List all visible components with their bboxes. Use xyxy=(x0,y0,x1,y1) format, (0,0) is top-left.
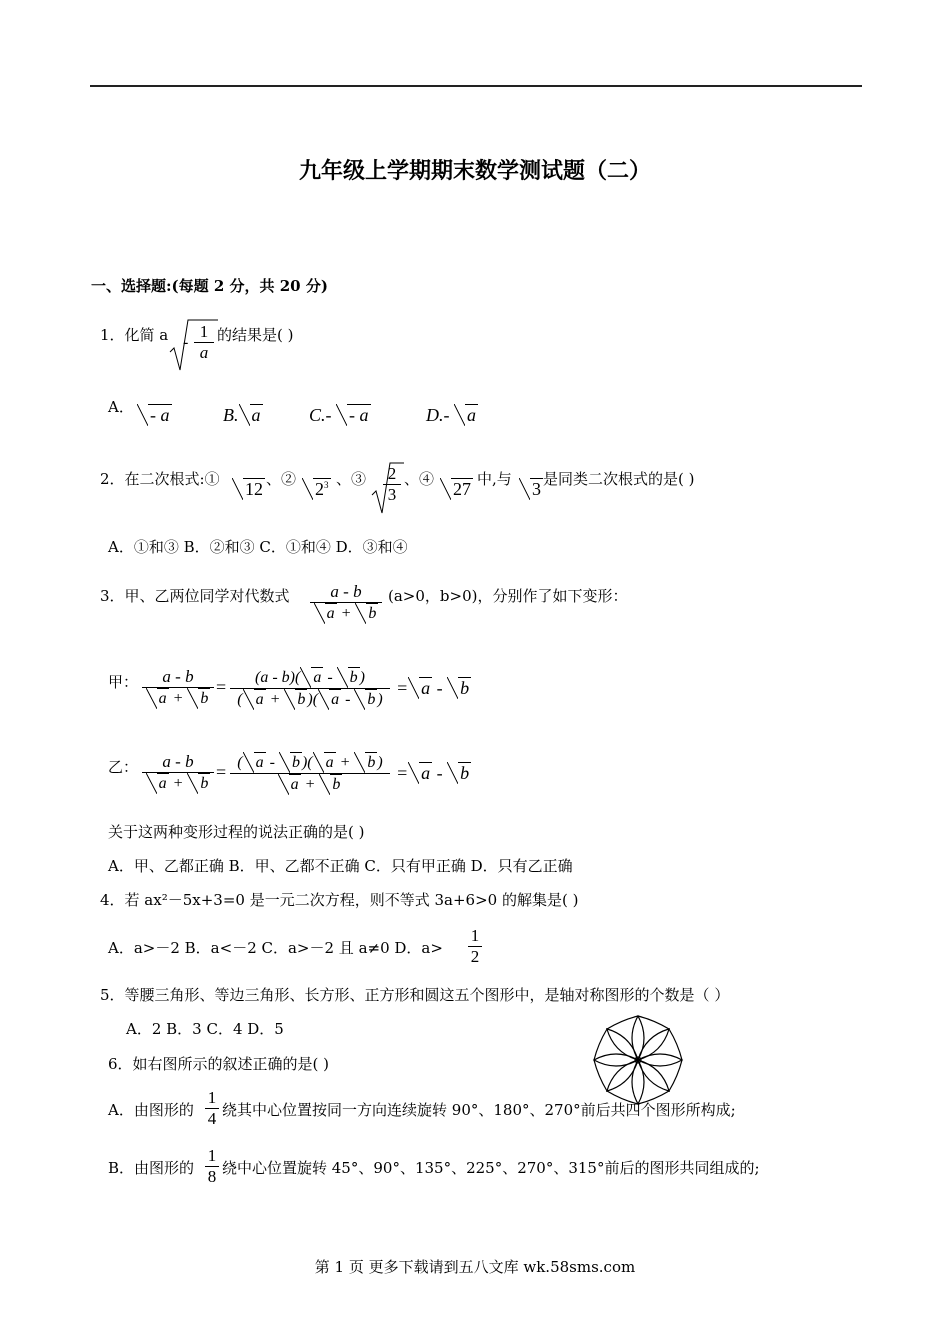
q2-r2-exp: 3 xyxy=(324,480,329,490)
q2-prefix: 2．在二次根式:① xyxy=(100,470,220,488)
q3-jia-mid-num: (a - b)( xyxy=(255,669,301,686)
q3-yi-rhs-a: a xyxy=(421,763,431,783)
q2-radical-27 xyxy=(440,478,473,500)
q3-jia-mid-b3: b xyxy=(367,691,376,708)
q6-option-a-post: 绕其中心位置按同一方向连续旋转 90°、180°、270°前后共四个图形所构成; xyxy=(222,1101,736,1119)
top-rule xyxy=(90,85,862,87)
q6-option-b-fraction xyxy=(205,1146,219,1187)
q5-text: 5．等腰三角形、等边三角形、长方形、正方形和圆这五个图形中，是轴对称图形的个数是（ ） xyxy=(100,986,730,1004)
q3-expr-den-a: a xyxy=(326,605,335,622)
q4-text: 4．若 ax²－5x+3=0 是一元二次方程，则不等式 3a+6>0 的解集是( ) xyxy=(100,891,579,909)
q1-suffix: 的结果是( ) xyxy=(217,326,294,344)
q4-frac-num: 1 xyxy=(470,926,480,945)
page-footer: 第 1 页 更多下载请到五八文库 wk.58sms.com xyxy=(314,1258,636,1276)
q1-option-c[interactable] xyxy=(309,404,371,426)
q2-r3-den: 3 xyxy=(387,485,397,504)
q2-sep-4: 、④ xyxy=(404,470,435,488)
q1-frac-num: 1 xyxy=(199,322,209,341)
q1-option-b[interactable] xyxy=(223,404,263,426)
q6-option-a-pre[interactable]: A．由图形的 xyxy=(108,1101,194,1119)
q3-jia-lhs-den-a: a xyxy=(158,690,167,707)
q1-prefix: 1．化简 a xyxy=(100,326,169,344)
q2-r3-num: 2 xyxy=(387,464,397,483)
q6-option-a-fraction xyxy=(205,1088,219,1129)
q3-yi-mid-a3: a xyxy=(290,776,299,793)
q6-b-num: 1 xyxy=(207,1146,217,1165)
q1-minus: - xyxy=(183,334,189,351)
q3-jia-eq: = xyxy=(216,677,227,697)
page-title: 九年级上学期期末数学测试题（二） xyxy=(298,159,651,184)
q2-suffix: 是同类二次根式的是( ) xyxy=(543,470,695,488)
q3-jia-mid-b2: b xyxy=(297,691,306,708)
q3-yi-rhs-b: b xyxy=(460,763,470,783)
q3-yi-label: 乙： xyxy=(108,758,139,776)
q1-fraction xyxy=(194,322,214,363)
q3-yi-rhs-eq: = xyxy=(396,763,409,783)
q3-yi-mid-b3: b xyxy=(332,776,341,793)
q1-option-d[interactable] xyxy=(426,404,478,426)
q2-radicand-3: 3 xyxy=(532,479,541,499)
q1-option-c-label: C.- xyxy=(309,405,332,425)
q3-expr-plus: + xyxy=(340,605,352,622)
q2-options[interactable]: A．①和③ B．②和③ C．①和④ D．③和④ xyxy=(108,538,408,556)
q3-expr-den-b: b xyxy=(368,605,377,622)
q3-jia-rhs-b: b xyxy=(460,678,470,698)
q3-jia-mid-den-open: ( xyxy=(237,691,243,708)
q2-radical-3 xyxy=(519,478,543,500)
q3-expr-num: a - b xyxy=(330,582,362,601)
q1-option-d-radicand: a xyxy=(467,405,476,425)
q3-yi-lhs-den-plus: + xyxy=(172,775,184,792)
q2-radical-12 xyxy=(232,478,265,500)
q3-yi-eq: = xyxy=(216,762,227,782)
q3-jia-lhs-den-b: b xyxy=(200,690,209,707)
q1-option-a-label: A． xyxy=(108,398,134,416)
q2-radicand-27: 27 xyxy=(453,479,471,499)
q3-jia-rhs-minus: - xyxy=(436,678,443,698)
q6-a-den: 4 xyxy=(207,1109,217,1128)
q3-jia-mid: (a - b)( a - b ) ( a + b )( a - b ) xyxy=(230,667,390,710)
q3-yi-lhs-den-b: b xyxy=(200,775,209,792)
q1-option-a[interactable] xyxy=(137,404,172,426)
q3-jia-rhs xyxy=(396,677,471,699)
q1-option-b-radicand: a xyxy=(251,405,261,425)
q2-radicand-12: 12 xyxy=(245,479,263,499)
q3-yi-mid-a2: a xyxy=(325,754,334,771)
q3-yi-mid-plus2: + xyxy=(304,776,316,793)
q3-yi-mid-a1: a xyxy=(255,754,264,771)
q3-options[interactable]: A．甲、乙都正确 B．甲、乙都不正确 C．只有甲正确 D．只有乙正确 xyxy=(108,857,573,875)
q1-option-b-label: B. xyxy=(223,405,239,425)
q3-yi-rhs-minus: - xyxy=(436,763,443,783)
q3-condition: (a>0，b>0)，分别作了如下变形： xyxy=(388,587,628,605)
q1-option-c-radicand: - a xyxy=(349,405,369,425)
q3-jia-mid-plus: + xyxy=(269,691,281,708)
q3-jia-mid-b1: b xyxy=(349,669,358,686)
q3-yi-lhs-num: a - b xyxy=(162,752,194,771)
q3-yi-mid-minus: - xyxy=(269,754,275,771)
q3-jia-lhs-den-plus: + xyxy=(172,690,184,707)
q3-yi-mid-b1: b xyxy=(291,754,300,771)
q1-frac-den: a xyxy=(199,343,209,362)
q3-yi-mid-plus1: + xyxy=(339,754,351,771)
q4-frac-den: 2 xyxy=(470,947,480,966)
q6-option-b-pre[interactable]: B．由图形的 xyxy=(108,1159,195,1177)
q4-options[interactable]: A．a>－2 B．a<－2 C．a>－2 且 a≠0 D．a> xyxy=(108,939,443,957)
q1-option-d-label: D.- xyxy=(426,405,450,425)
q4-fraction-half xyxy=(468,926,482,967)
rotation-figure xyxy=(590,1012,686,1108)
q3-jia-lhs xyxy=(142,667,214,709)
q3-jia-mid-a2: a xyxy=(255,691,264,708)
q5-options[interactable]: A．2 B．3 C．4 D．5 xyxy=(126,1020,284,1038)
q3-jia-mid-a3: a xyxy=(331,691,340,708)
q3-expression xyxy=(310,582,382,624)
q3-yi-mid-b2: b xyxy=(367,754,376,771)
q3-jia-mid-minus1: - xyxy=(327,669,333,686)
q3-jia-label: 甲： xyxy=(108,673,139,691)
q3-jia-rhs-eq: = xyxy=(396,678,409,698)
q1-option-a-radicand: - a xyxy=(150,405,170,425)
q6-text: 6．如右图所示的叙述正确的是( ) xyxy=(108,1055,330,1073)
q3-jia-mid-a1: a xyxy=(313,669,322,686)
q2-radical-2-cubed xyxy=(302,478,331,500)
q3-question: 关于这两种变形过程的说法正确的是( ) xyxy=(108,823,365,841)
q3-yi-rhs xyxy=(396,762,471,784)
q3-prefix: 3．甲、乙两位同学对代数式 xyxy=(100,587,290,605)
q3-jia-lhs-num: a - b xyxy=(162,667,194,686)
section-heading: 一、选择题:(每题 2 分，共 20 分) xyxy=(91,277,328,295)
q6-b-den: 8 xyxy=(207,1167,217,1186)
q3-jia-rhs-a: a xyxy=(421,678,431,698)
q2-fraction-2-3 xyxy=(383,464,401,505)
q2-sep-3: 、③ xyxy=(336,470,367,488)
q6-option-b-post: 绕中心位置旋转 45°、90°、135°、225°、270°、315°前后的图形共同组成的; xyxy=(222,1159,760,1177)
q2-r2-base: 2 xyxy=(315,479,324,499)
q6-a-num: 1 xyxy=(207,1088,217,1107)
q3-yi-mid: ( a - b )( a + b ) a + b xyxy=(230,752,390,795)
q3-jia-mid-minus2: - xyxy=(345,691,351,708)
q3-yi-lhs-den-a: a xyxy=(158,775,167,792)
q3-yi-lhs xyxy=(142,752,214,794)
q2-mid: 中,与 xyxy=(477,470,512,488)
q2-sep-2: 、② xyxy=(266,470,297,488)
